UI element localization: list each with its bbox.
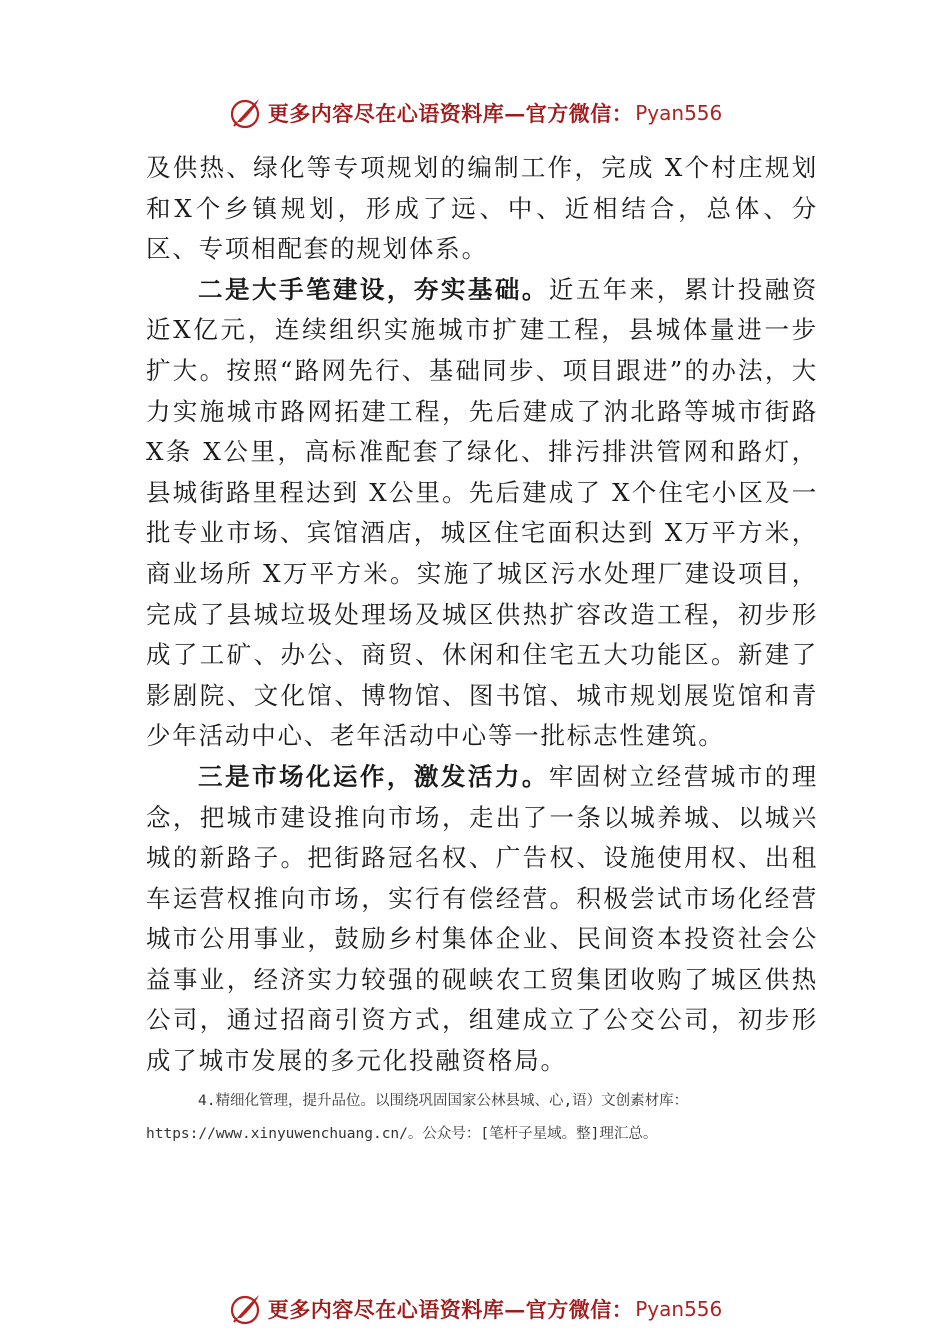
quill-pen-logo-icon [228,1291,264,1327]
header-banner [0,93,950,133]
footer-banner-text: 更多内容尽在心语资料库—官方微信： [267,1297,634,1322]
paragraph-3 [146,757,818,1082]
footer-banner-handle: Pyan556 [635,1297,723,1321]
quill-pen-logo-icon [228,95,264,131]
paragraph-2 [146,270,818,757]
header-banner-handle: Pyan556 [635,101,723,125]
paragraph-3-heading: 三是市场化运作，激发活力。 [198,761,549,791]
paragraph-1-text: 及供热、绿化等专项规划的编制工作，完成 X个村庄规划和X个乡镇规划，形成了远、中、近相结合，总体、分区、专项相配套的规划体系。 [146,153,818,264]
document-body [146,148,818,1082]
footer-banner [0,1289,950,1329]
paragraph-1 [146,148,818,270]
footnote-line-1: 4.精细化管理，提升品位。以围绕巩固国家公林县城、心,语）文创素材库： [198,1093,689,1109]
paragraph-3-text: 牢固树立经营城市的理念，把城市建设推向市场，走出了一条以城养城、以城兴城的新路子。把街路冠名权、广告权、设施使用权、出租车运营权推向市场，实行有偿经营。积极尝试市场化经营城市公用事业，鼓励乡村集体企业、民间资本投资社会公益事业，经济实力较强的砚峡农工贸集团收购了城区供热公司，通过招商引资方式，组建成立了公交公司，初步形成了城市发展的多元化投融资格局。 [146,761,819,1076]
footnote-line-2: https://www.xinyuwenchuang.cn/。公众号：[笔杆子星域。整]理汇总。 [146,1126,658,1142]
header-banner-text: 更多内容尽在心语资料库—官方微信： [267,101,634,126]
paragraph-2-heading: 二是大手笔建设，夯实基础。 [198,274,549,304]
paragraph-2-text: 近五年来，累计投融资近X亿元，连续组织实施城市扩建工程，县城体量进一步扩大。按照“路网先行、基础同步、项目跟进”的办法，大力实施城市路网拓建工程，先后建成了汭北路等城市街路 X条 X公里，高标准配套了绿化、排污排洪管网和路灯，县城街路里程达到 X公里。先后建成了 X个住宅小区及一批专业市场、宾馆酒店，城区住宅面积达到 X万平方米，商业场所 X万平方米。实施了城区污水处理厂建设项目，完成了县城垃圾处理场及城区供热扩容改造工程，初步形成了工矿、办公、商贸、休闲和住宅五大功能区。新建了影剧院、文化馆、博物馆、图书馆、城市规划展览馆和青少年活动中心、老年活动中心等一批标志性建筑。 [146,274,819,751]
footnote [146,1085,806,1151]
